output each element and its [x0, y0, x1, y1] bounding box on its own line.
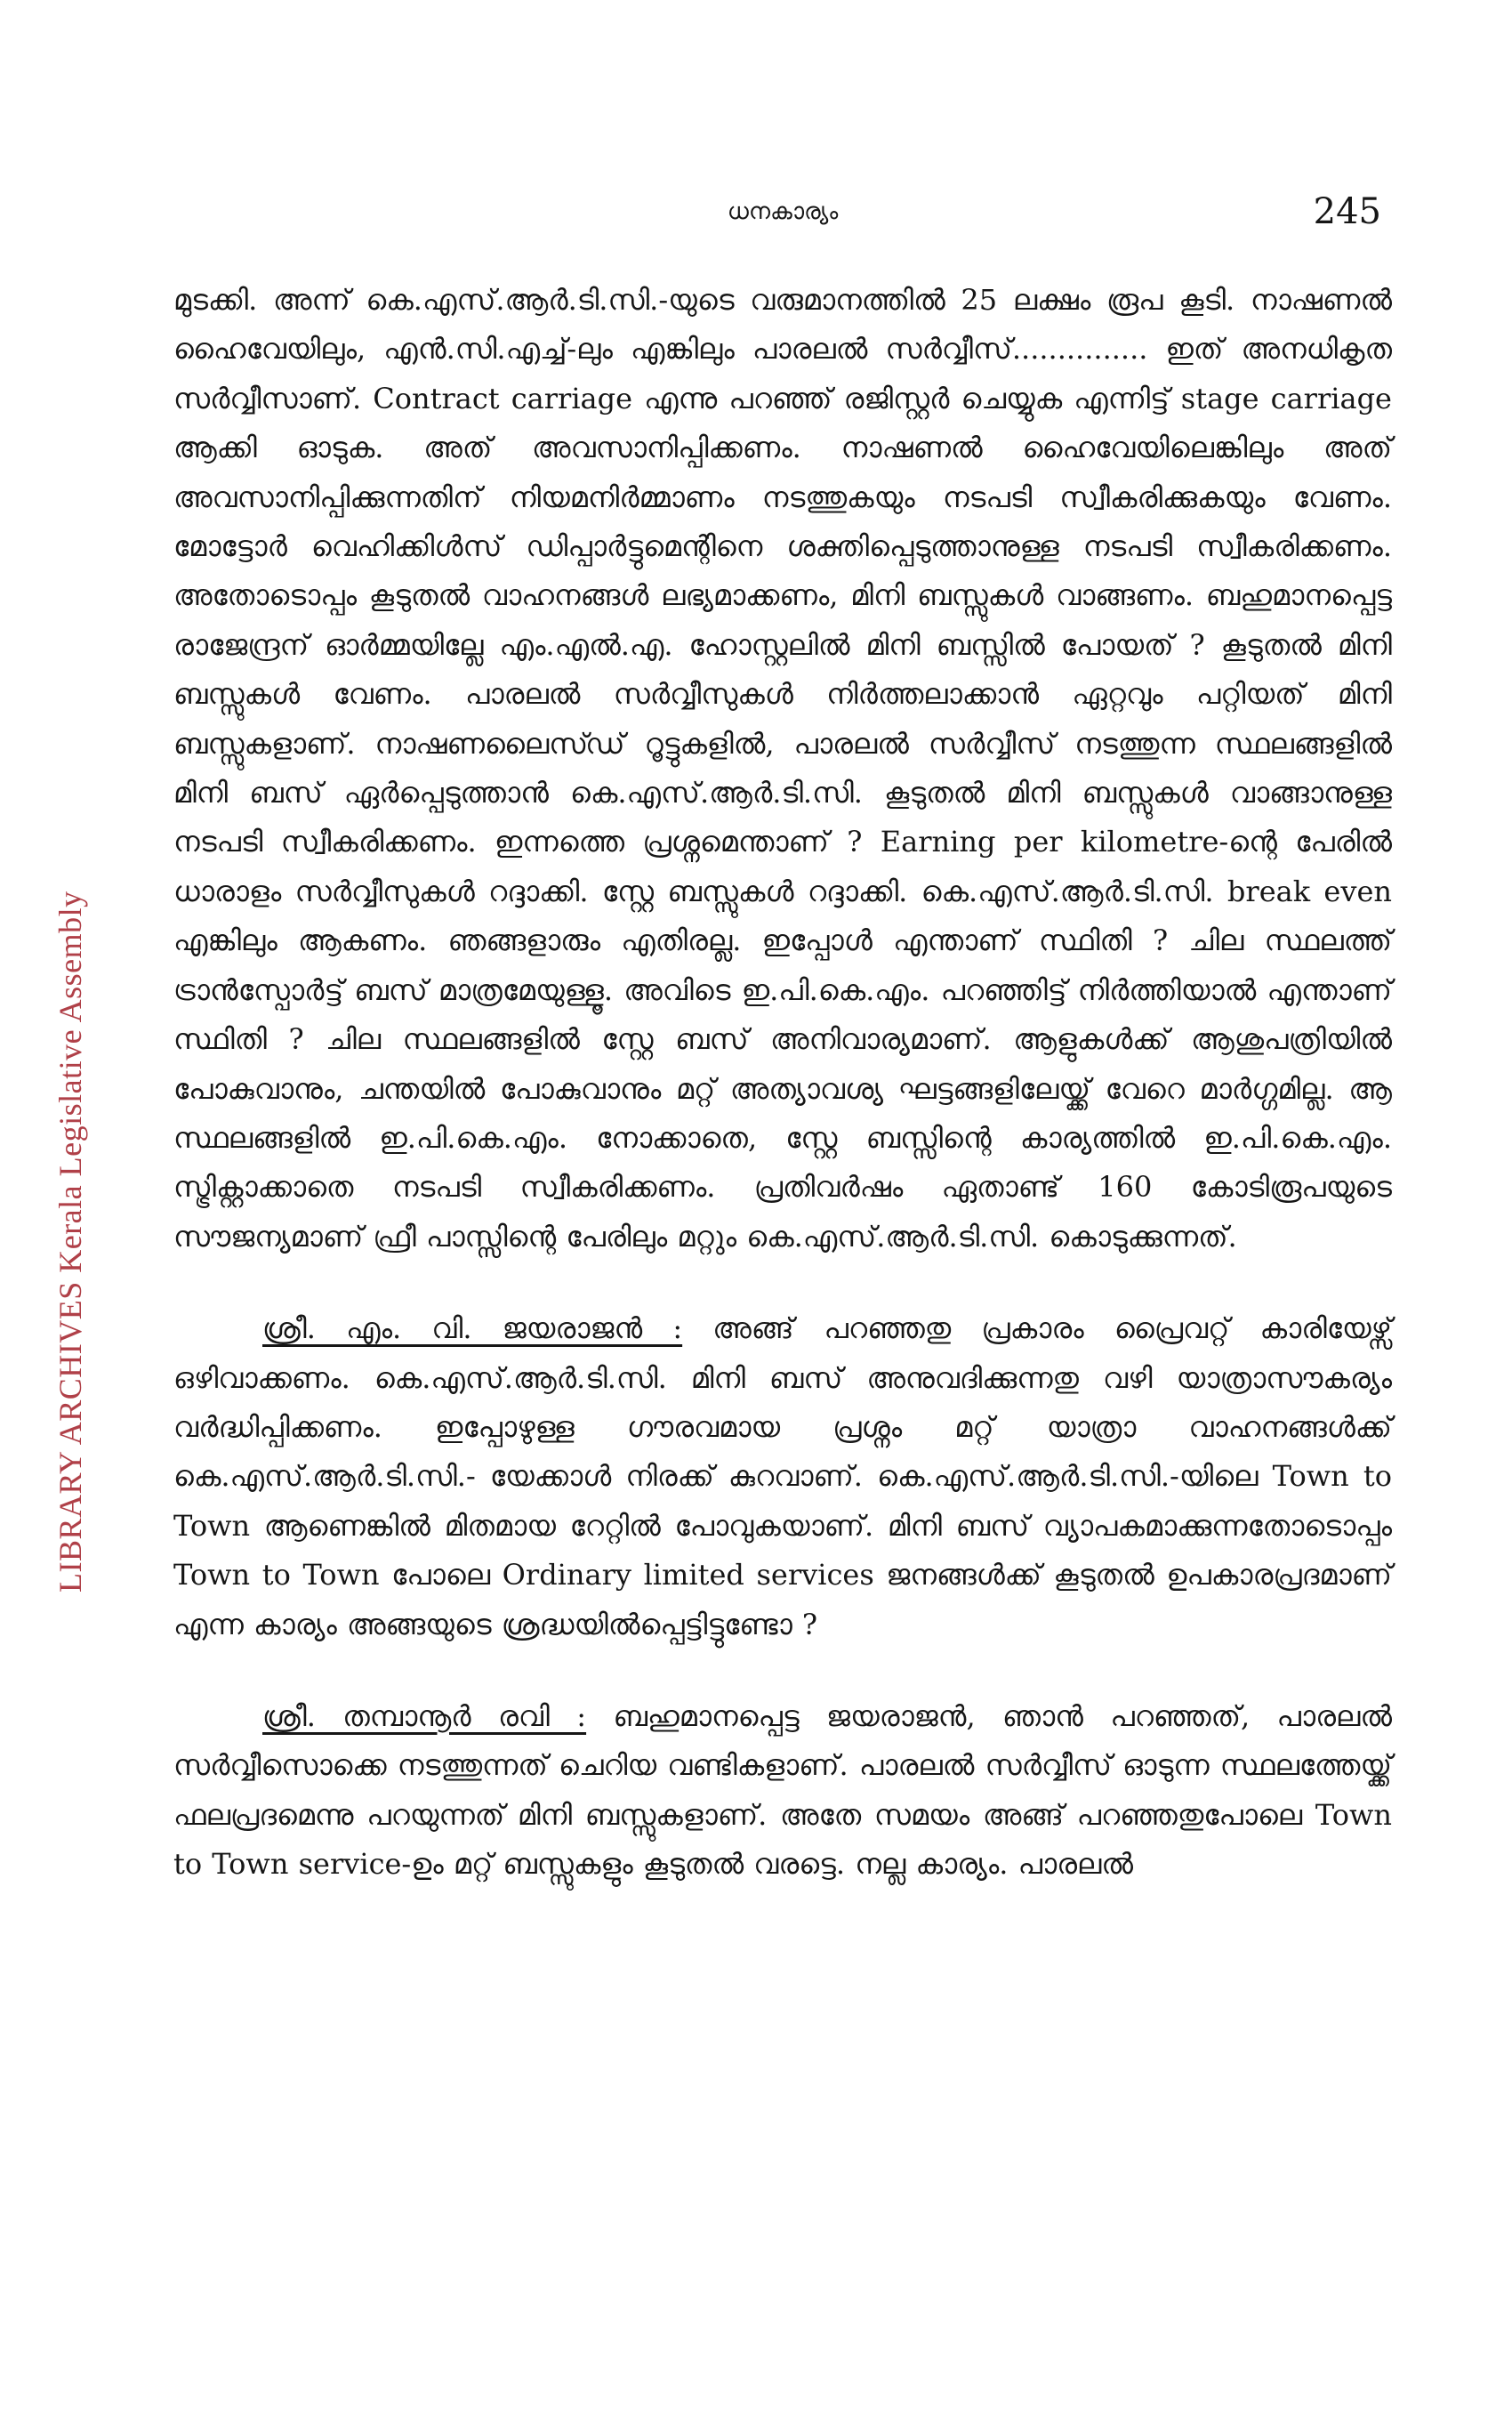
paragraph-2-text: അങ്ങ് പറഞ്ഞതു പ്രകാരം പ്രൈവറ്റ് കാരിയേഴ്സ് ഒഴിവാക്കണം. കെ.എസ്.ആർ.ടി.സി. മിനി ബസ് അനുവദിക്കുന്നതു വഴി യാത്രാസൗകര്യം വർദ്ധിപ്പിക്കണം. ഇപ്പോഴുള്ള ഗൗരവമായ പ്രശ്നം മറ്റ് യാത്രാ വാഹനങ്ങൾക്ക് കെ.എസ്.ആർ.ടി.സി.- യേക്കാൾ നിരക്ക് കുറവാണ്. കെ.എസ്.ആർ.ടി.സി.-യിലെ Town to Town ആണെങ്കിൽ മിതമായ റേറ്റിൽ പോവുകയാണ്. മിനി ബസ് വ്യാപകമാക്കുന്നതോടൊപ്പം Town to Town പോലെ Ordinary limited services ജനങ്ങൾക്ക് കൂടുതൽ ഉപകാരപ്രദമാണ് എന്ന കാര്യം അങ്ങയുടെ ശ്രദ്ധയിൽപ്പെട്ടിട്ടുണ്ടോ ?	[173, 1311, 1392, 1641]
paragraph-3	[173, 1692, 1392, 1890]
page-number: 245	[1313, 191, 1381, 232]
page-header	[173, 191, 1392, 245]
paragraph-1-text: മുടക്കി. അന്ന് കെ.എസ്.ആർ.ടി.സി.-യുടെ വരുമാനത്തിൽ 25 ലക്ഷം രൂപ കൂടി. നാഷണൽ ഹൈവേയിലും, എൻ.സി.എച്ച്-ലും എങ്കിലും പാരലൽ സർവ്വീസ്............... ഇത് അനധികൃത സർവ്വീസാണ്. Contract carriage എന്നു പറഞ്ഞ് രജിസ്റ്റർ ചെയ്യുക എന്നിട്ട് stage carriage ആക്കി ഓടുക. അത് അവസാനിപ്പിക്കണം. നാഷണൽ ഹൈവേയിലെങ്കിലും അത് അവസാനിപ്പിക്കുന്നതിന് നിയമനിർമ്മാണം നടത്തുകയും നടപടി സ്വീകരിക്കുകയും വേണം. മോട്ടോർ വെഹിക്കിൾസ് ഡിപ്പാർട്ടുമെന്റിനെ ശക്തിപ്പെടുത്താനുള്ള നടപടി സ്വീകരിക്കണം. അതോടൊപ്പം കൂടുതൽ വാഹനങ്ങൾ ലഭ്യമാക്കണം, മിനി ബസ്സുകൾ വാങ്ങണം. ബഹുമാനപ്പെട്ട രാജേന്ദ്രന് ഓർമ്മയില്ലേ എം.എൽ.എ. ഹോസ്റ്റലിൽ മിനി ബസ്സിൽ പോയത് ? കൂടുതൽ മിനി ബസ്സുകൾ വേണം. പാരലൽ സർവ്വീസുകൾ നിർത്തലാക്കാൻ ഏറ്റവും പറ്റിയത് മിനി ബസ്സുകളാണ്. നാഷണലൈസ്ഡ് റൂട്ടുകളിൽ, പാരലൽ സർവ്വീസ് നടത്തുന്ന സ്ഥലങ്ങളിൽ മിനി ബസ് ഏർപ്പെടുത്താൻ കെ.എസ്.ആർ.ടി.സി. കൂടുതൽ മിനി ബസ്സുകൾ വാങ്ങാനുള്ള നടപടി സ്വീകരിക്കണം. ഇന്നത്തെ പ്രശ്നമെന്താണ് ? Earning per kilometre-ന്റെ പേരിൽ ധാരാളം സർവ്വീസുകൾ റദ്ദാക്കി. സ്റ്റേ ബസ്സുകൾ റദ്ദാക്കി. കെ.എസ്.ആർ.ടി.സി. break even എങ്കിലും ആകണം. ഞങ്ങളാരും എതിരല്ല. ഇപ്പോൾ എന്താണ് സ്ഥിതി ? ചില സ്ഥലത്ത് ട്രാൻസ്പോർട്ട് ബസ് മാത്രമേയുള്ളൂ. അവിടെ ഇ.പി.കെ.എം. പറഞ്ഞിട്ട് നിർത്തിയാൽ എന്താണ് സ്ഥിതി ? ചില സ്ഥലങ്ങളിൽ സ്റ്റേ ബസ് അനിവാര്യമാണ്. ആളുകൾക്ക് ആശുപത്രിയിൽ പോകുവാനും, ചന്തയിൽ പോകുവാനും മറ്റ് അത്യാവശ്യ ഘട്ടങ്ങളിലേയ്ക്ക് വേറെ മാർഗ്ഗമില്ല. ആ സ്ഥലങ്ങളിൽ ഇ.പി.കെ.എം. നോക്കാതെ, സ്റ്റേ ബസ്സിന്റെ കാര്യത്തിൽ ഇ.പി.കെ.എം. സ്ട്രിക്റ്റാക്കാതെ നടപടി സ്വീകരിക്കണം. പ്രതിവർഷം ഏതാണ്ട് 160 കോടിരൂപയുടെ സൗജന്യമാണ് ഫ്രീ പാസ്സിന്റെ പേരിലും മറ്റും കെ.എസ്.ആർ.ടി.സി. കൊടുക്കുന്നത്.	[173, 283, 1392, 1254]
paragraph-3-text: ബഹുമാനപ്പെട്ട ജയരാജൻ, ഞാൻ പറഞ്ഞത്, പാരലൽ സർവ്വീസൊക്കെ നടത്തുന്നത് ചെറിയ വണ്ടികളാണ്. പാരലൽ സർവ്വീസ് ഓടുന്ന സ്ഥലത്തേയ്ക്ക് ഫലപ്രദമെന്നു പറയുന്നത് മിനി ബസ്സുകളാണ്. അതേ സമയം അങ്ങ് പറഞ്ഞതുപോലെ Town to Town service-ഉം മറ്റ് ബസ്സുകളും കൂടുതൽ വരട്ടെ. നല്ല കാര്യം. പാരലൽ	[173, 1698, 1393, 1882]
speaker-name: ശ്രീ. തമ്പാനൂർ രവി :	[262, 1698, 587, 1733]
paragraph-2	[173, 1304, 1392, 1649]
running-title: ധനകാര്യം	[727, 198, 839, 225]
body-text	[173, 276, 1392, 1890]
paragraph-1	[173, 276, 1392, 1262]
library-archives-stamp: LIBRARY ARCHIVES Kerala Legislative Assembly	[52, 891, 88, 1593]
speaker-name: ശ്രീ. എം. വി. ജയരാജൻ :	[262, 1311, 683, 1346]
